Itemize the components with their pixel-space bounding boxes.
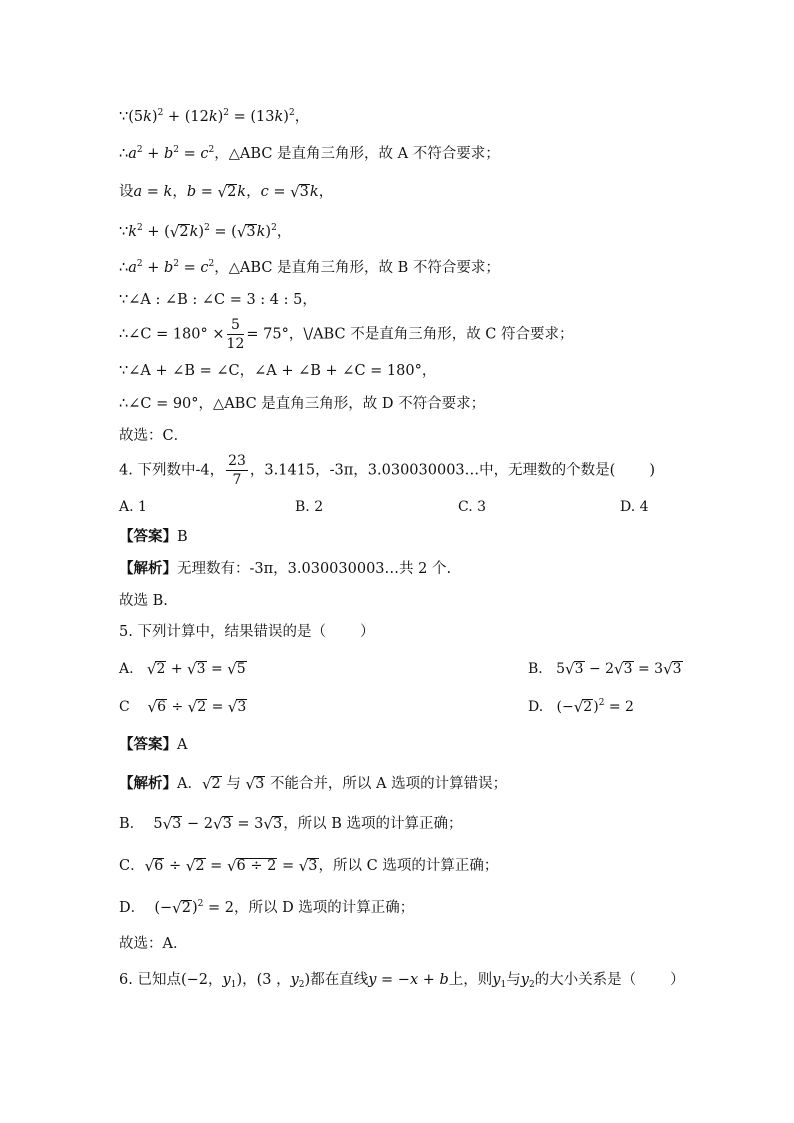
analysis-b-head: B． <box>119 816 145 832</box>
fraction-5-12 <box>227 316 245 353</box>
option-label: D. <box>528 699 544 715</box>
q4-option-d: D. 4 <box>620 499 649 515</box>
fraction-numerator: 23 <box>228 453 246 469</box>
q5-analysis-a: 【解析】A．√2 与 √3 不能合并，所以 A 选项的计算错误； <box>119 775 508 793</box>
answer-label: 【答案】 <box>119 528 177 545</box>
q5-stem-end: ） <box>359 624 375 640</box>
solution-line-7 <box>119 316 574 353</box>
option-label: C <box>119 699 130 715</box>
q5-option-a: A. √2 + √3 = √5 <box>119 660 246 678</box>
analysis-label: 【解析】 <box>119 775 177 792</box>
solution-line-8: ∵∠A + ∠B = ∠C，∠A + ∠B + ∠C = 180°， <box>119 363 437 379</box>
q5-analysis-c: C．√6 ÷ √2 = √6 ÷ 2 = √3，所以 C 选项的计算正确； <box>119 857 499 875</box>
q4-stem-part-c: ) <box>649 462 655 479</box>
therefore-symbol: ∴ <box>119 260 129 276</box>
option-label: B. <box>528 661 543 677</box>
q6-stem-part-c: 上，则 <box>448 972 493 988</box>
fraction-denominator: 7 <box>232 472 242 488</box>
line-7-prefix: ∴∠C = 180° × <box>119 326 225 343</box>
solution-line-9: ∴∠C = 90°，△ABC 是直角三角形，故 D 不符合要求； <box>119 396 486 412</box>
q4-stem-part-b: ，3.1415，-3π，3.030030003…中，无理数的个数是( <box>249 462 616 479</box>
analysis-text: 无理数有：-3π，3.030030003…共 2 个. <box>177 561 452 577</box>
answer-value: B <box>177 529 188 545</box>
analysis-c-head: C． <box>119 858 145 874</box>
solution-conclusion: 故选：C． <box>119 428 189 444</box>
q5-option-c: C √6 ÷ √2 = √3 <box>119 698 247 716</box>
solution-line-6: ∵∠A : ∠B : ∠C = 3 : 4 : 5， <box>119 292 317 308</box>
answer-label: 【答案】 <box>119 736 177 753</box>
analysis-b-tail: ，所以 B 选项的计算正确； <box>283 816 463 832</box>
question-4-stem <box>119 452 655 489</box>
q4-analysis <box>119 559 451 579</box>
question-6-stem: 6. 已知点(−2，$y_1$)，(3 ，$y_2$)都在直线y = −x + b上，则$y_1$与$y_2$的大小关系是（ ） <box>119 972 685 990</box>
q5-answer <box>119 735 187 755</box>
solution-line-3: 设a = k，b = √2k，c = √3k， <box>119 183 334 201</box>
q5-analysis-d: D． $(-√2)^2 = 2$，所以 D 选项的计算正确； <box>119 899 415 917</box>
line-2-tail: ，△ABC 是直角三角形，故 A 不符合要求； <box>214 146 500 162</box>
line-1-tail: ， <box>294 109 310 125</box>
q4-option-b: B. 2 <box>295 499 324 515</box>
q6-stem-end: ） <box>670 972 685 988</box>
solution-line-1: $\because(5k)^2 + (12k)^2 = (13k)^2$， <box>119 108 310 125</box>
q6-stem-part-d: 的大小关系是（ <box>534 972 637 988</box>
q6-stem-part-a: 6. 已知点 <box>119 972 181 988</box>
q5-option-b: B. 5√3 − 2√3 = 3√3 <box>528 660 682 678</box>
analysis-a-head: A． <box>177 776 202 792</box>
because-symbol: ∵ <box>119 224 129 240</box>
line-7-tail: = 75°，\/ABC 不是直角三角形，故 C 符合要求； <box>246 326 574 343</box>
solution-line-5: $\therefore a^2 + b^2 = c^2$，△ABC 是直角三角形，故 B 不符合要求； <box>119 259 500 276</box>
q5-option-d: D. $(-√2)^2 = 2$ <box>528 698 634 716</box>
question-5-stem <box>119 622 374 642</box>
q5-stem: 5. 下列计算中，结果错误的是（ <box>119 624 326 640</box>
fraction-23-7 <box>226 452 248 489</box>
analysis-d-head: D． <box>119 900 146 916</box>
analysis-d-tail: ，所以 D 选项的计算正确； <box>233 900 415 916</box>
analysis-label: 【解析】 <box>119 560 177 577</box>
analysis-c-tail: ，所以 C 选项的计算正确； <box>318 858 499 874</box>
q4-answer <box>119 527 188 547</box>
therefore-symbol: ∴ <box>119 146 129 162</box>
let-label: 设 <box>119 184 134 200</box>
solution-line-2: $\therefore a^2 + b^2 = c^2$，△ABC 是直角三角形，故 A 不符合要求； <box>119 145 500 162</box>
option-label: A. <box>119 661 134 677</box>
line-5-tail: ，△ABC 是直角三角形，故 B 不符合要求； <box>214 260 500 276</box>
because-symbol: ∵ <box>119 109 129 125</box>
q4-option-a: A. 1 <box>119 499 147 515</box>
fraction-numerator: 5 <box>227 316 245 335</box>
answer-value: A <box>177 737 188 753</box>
q5-analysis-b: B． 5√3 − 2√3 = 3√3，所以 B 选项的计算正确； <box>119 815 463 833</box>
solution-line-4: $\because k^2 + (√2k)^2 = (√3k)^2$， <box>119 223 292 241</box>
q4-stem-part-a: 4. 下列数中-4， <box>119 462 225 479</box>
q4-conclusion: 故选 B. <box>119 593 168 609</box>
analysis-a-tail: 不能合并，所以 A 选项的计算错误； <box>269 776 508 792</box>
q5-conclusion: 故选：A． <box>119 936 188 952</box>
q6-stem-part-b: 都在直线 <box>310 972 369 988</box>
fraction-denominator: 12 <box>226 336 245 352</box>
q4-option-c: C. 3 <box>458 499 487 515</box>
